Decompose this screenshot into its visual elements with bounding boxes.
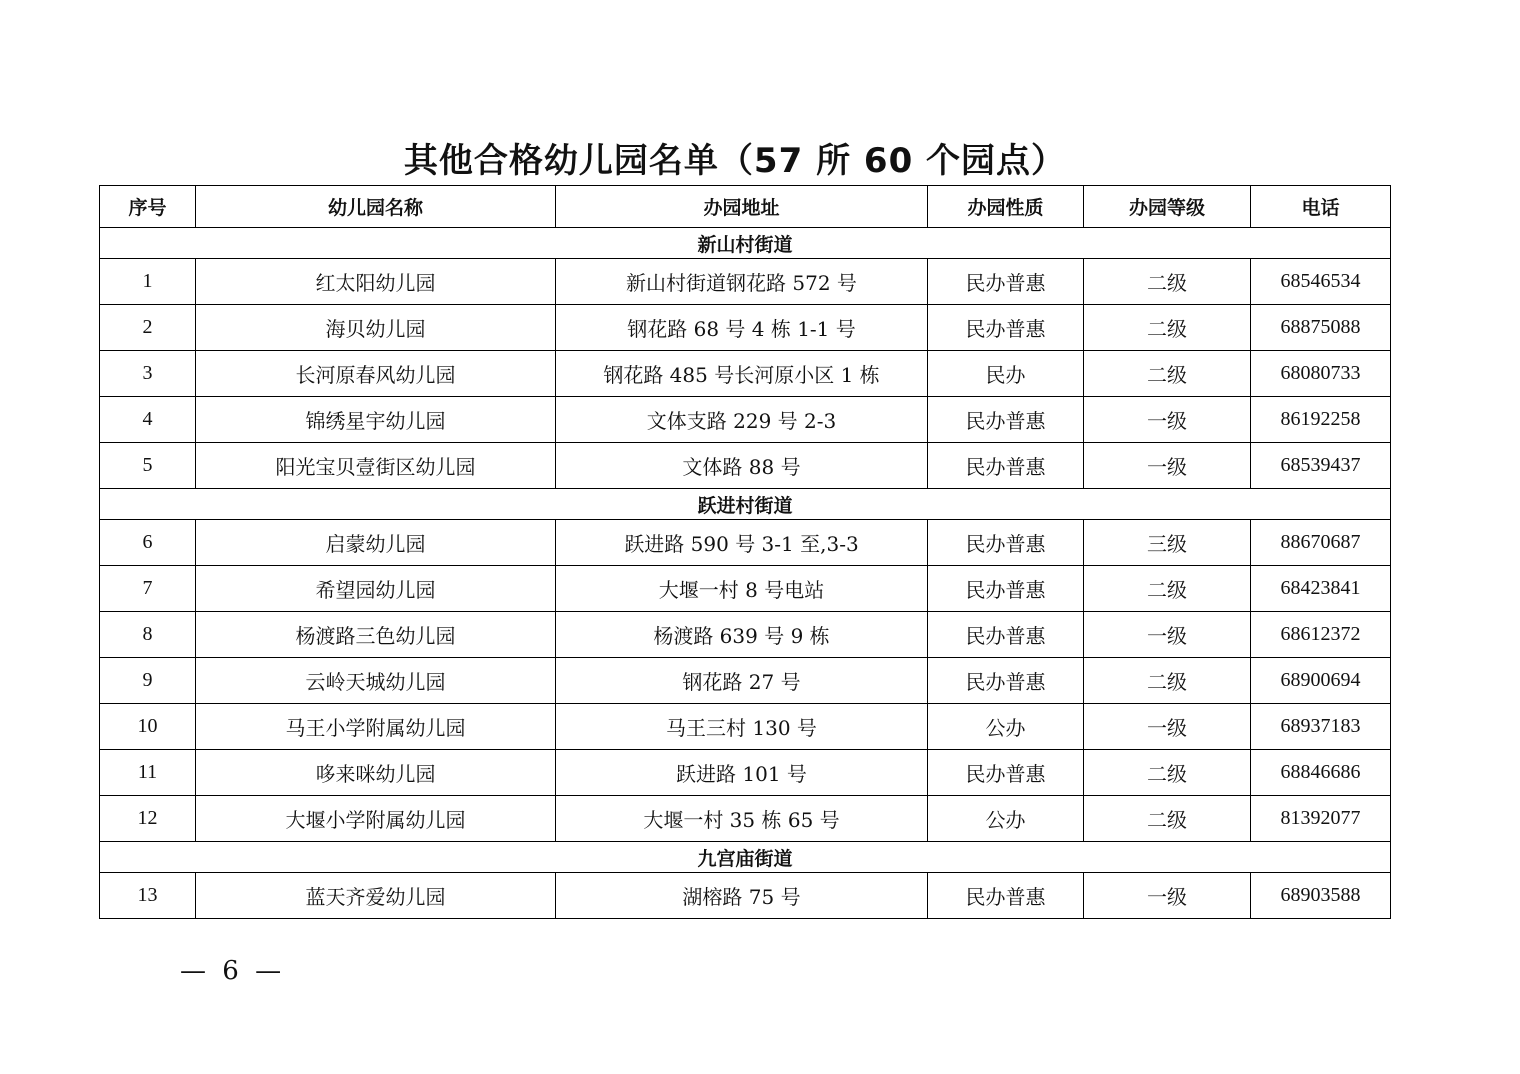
kindergarten-name: 阳光宝贝壹街区幼儿园 xyxy=(196,443,556,489)
school-type: 民办普惠 xyxy=(928,305,1084,351)
school-type: 民办普惠 xyxy=(928,397,1084,443)
school-type: 民办普惠 xyxy=(928,259,1084,305)
row-number: 3 xyxy=(100,351,196,397)
school-type: 民办普惠 xyxy=(928,520,1084,566)
header-cell: 幼儿园名称 xyxy=(196,186,556,228)
school-grade: 二级 xyxy=(1084,658,1251,704)
row-number: 8 xyxy=(100,612,196,658)
phone-number: 68080733 xyxy=(1251,351,1391,397)
row-number: 11 xyxy=(100,750,196,796)
phone-number: 86192258 xyxy=(1251,397,1391,443)
kindergarten-address: 钢花路 68 号 4 栋 1-1 号 xyxy=(556,305,928,351)
section-row xyxy=(100,489,1391,520)
kindergarten-address: 新山村街道钢花路 572 号 xyxy=(556,259,928,305)
school-grade: 二级 xyxy=(1084,750,1251,796)
kindergarten-name: 启蒙幼儿园 xyxy=(196,520,556,566)
kindergarten-table xyxy=(99,185,1391,919)
table-row xyxy=(100,259,1391,305)
school-grade: 二级 xyxy=(1084,351,1251,397)
header-cell: 办园等级 xyxy=(1084,186,1251,228)
table-row xyxy=(100,566,1391,612)
row-number: 12 xyxy=(100,796,196,842)
kindergarten-name: 大堰小学附属幼儿园 xyxy=(196,796,556,842)
school-type: 民办普惠 xyxy=(928,612,1084,658)
kindergarten-address: 大堰一村 35 栋 65 号 xyxy=(556,796,928,842)
row-number: 4 xyxy=(100,397,196,443)
section-title: 九宫庙街道 xyxy=(100,842,1391,873)
phone-number: 68612372 xyxy=(1251,612,1391,658)
kindergarten-name: 哆来咪幼儿园 xyxy=(196,750,556,796)
kindergarten-address: 钢花路 27 号 xyxy=(556,658,928,704)
kindergarten-name: 希望园幼儿园 xyxy=(196,566,556,612)
table-row xyxy=(100,397,1391,443)
table-row xyxy=(100,612,1391,658)
kindergarten-name: 杨渡路三色幼儿园 xyxy=(196,612,556,658)
kindergarten-address: 文体支路 229 号 2-3 xyxy=(556,397,928,443)
row-number: 7 xyxy=(100,566,196,612)
kindergarten-address: 钢花路 485 号长河原小区 1 栋 xyxy=(556,351,928,397)
school-grade: 一级 xyxy=(1084,873,1251,919)
kindergarten-address: 文体路 88 号 xyxy=(556,443,928,489)
phone-number: 68546534 xyxy=(1251,259,1391,305)
school-type: 民办普惠 xyxy=(928,566,1084,612)
row-number: 10 xyxy=(100,704,196,750)
school-type: 民办 xyxy=(928,351,1084,397)
phone-number: 88670687 xyxy=(1251,520,1391,566)
section-row xyxy=(100,228,1391,259)
phone-number: 81392077 xyxy=(1251,796,1391,842)
kindergarten-address: 杨渡路 639 号 9 栋 xyxy=(556,612,928,658)
row-number: 13 xyxy=(100,873,196,919)
kindergarten-address: 跃进路 590 号 3-1 至,3-3 xyxy=(556,520,928,566)
section-title: 新山村街道 xyxy=(100,228,1391,259)
kindergarten-address: 湖榕路 75 号 xyxy=(556,873,928,919)
phone-number: 68423841 xyxy=(1251,566,1391,612)
kindergarten-address: 马王三村 130 号 xyxy=(556,704,928,750)
kindergarten-address: 跃进路 101 号 xyxy=(556,750,928,796)
section-title: 跃进村街道 xyxy=(100,489,1391,520)
kindergarten-name: 马王小学附属幼儿园 xyxy=(196,704,556,750)
row-number: 5 xyxy=(100,443,196,489)
header-cell: 电话 xyxy=(1251,186,1391,228)
phone-number: 68539437 xyxy=(1251,443,1391,489)
kindergarten-name: 红太阳幼儿园 xyxy=(196,259,556,305)
school-grade: 二级 xyxy=(1084,259,1251,305)
school-type: 公办 xyxy=(928,796,1084,842)
table-row xyxy=(100,873,1391,919)
row-number: 2 xyxy=(100,305,196,351)
table-header-row xyxy=(100,186,1391,228)
school-type: 民办普惠 xyxy=(928,873,1084,919)
page-title: 其他合格幼儿园名单（57 所 60 个园点） xyxy=(403,141,1067,181)
table-row xyxy=(100,704,1391,750)
kindergarten-name: 海贝幼儿园 xyxy=(196,305,556,351)
phone-number: 68903588 xyxy=(1251,873,1391,919)
header-cell: 序号 xyxy=(100,186,196,228)
school-type: 公办 xyxy=(928,704,1084,750)
school-type: 民办普惠 xyxy=(928,658,1084,704)
phone-number: 68900694 xyxy=(1251,658,1391,704)
phone-number: 68875088 xyxy=(1251,305,1391,351)
kindergarten-address: 大堰一村 8 号电站 xyxy=(556,566,928,612)
school-grade: 一级 xyxy=(1084,443,1251,489)
phone-number: 68937183 xyxy=(1251,704,1391,750)
kindergarten-name: 长河原春风幼儿园 xyxy=(196,351,556,397)
page-number: — 6 — xyxy=(180,956,286,986)
school-type: 民办普惠 xyxy=(928,750,1084,796)
row-number: 6 xyxy=(100,520,196,566)
school-grade: 一级 xyxy=(1084,397,1251,443)
school-grade: 二级 xyxy=(1084,305,1251,351)
section-row xyxy=(100,842,1391,873)
kindergarten-name: 云岭天城幼儿园 xyxy=(196,658,556,704)
table-row xyxy=(100,796,1391,842)
kindergarten-name: 蓝天齐爱幼儿园 xyxy=(196,873,556,919)
header-cell: 办园地址 xyxy=(556,186,928,228)
row-number: 1 xyxy=(100,259,196,305)
school-grade: 一级 xyxy=(1084,704,1251,750)
school-type: 民办普惠 xyxy=(928,443,1084,489)
school-grade: 三级 xyxy=(1084,520,1251,566)
school-grade: 一级 xyxy=(1084,612,1251,658)
table-row xyxy=(100,658,1391,704)
header-cell: 办园性质 xyxy=(928,186,1084,228)
row-number: 9 xyxy=(100,658,196,704)
table-row xyxy=(100,750,1391,796)
phone-number: 68846686 xyxy=(1251,750,1391,796)
table-row xyxy=(100,305,1391,351)
school-grade: 二级 xyxy=(1084,566,1251,612)
table-body xyxy=(100,228,1391,919)
table-row xyxy=(100,443,1391,489)
school-grade: 二级 xyxy=(1084,796,1251,842)
table-row xyxy=(100,351,1391,397)
table-row xyxy=(100,520,1391,566)
kindergarten-name: 锦绣星宇幼儿园 xyxy=(196,397,556,443)
